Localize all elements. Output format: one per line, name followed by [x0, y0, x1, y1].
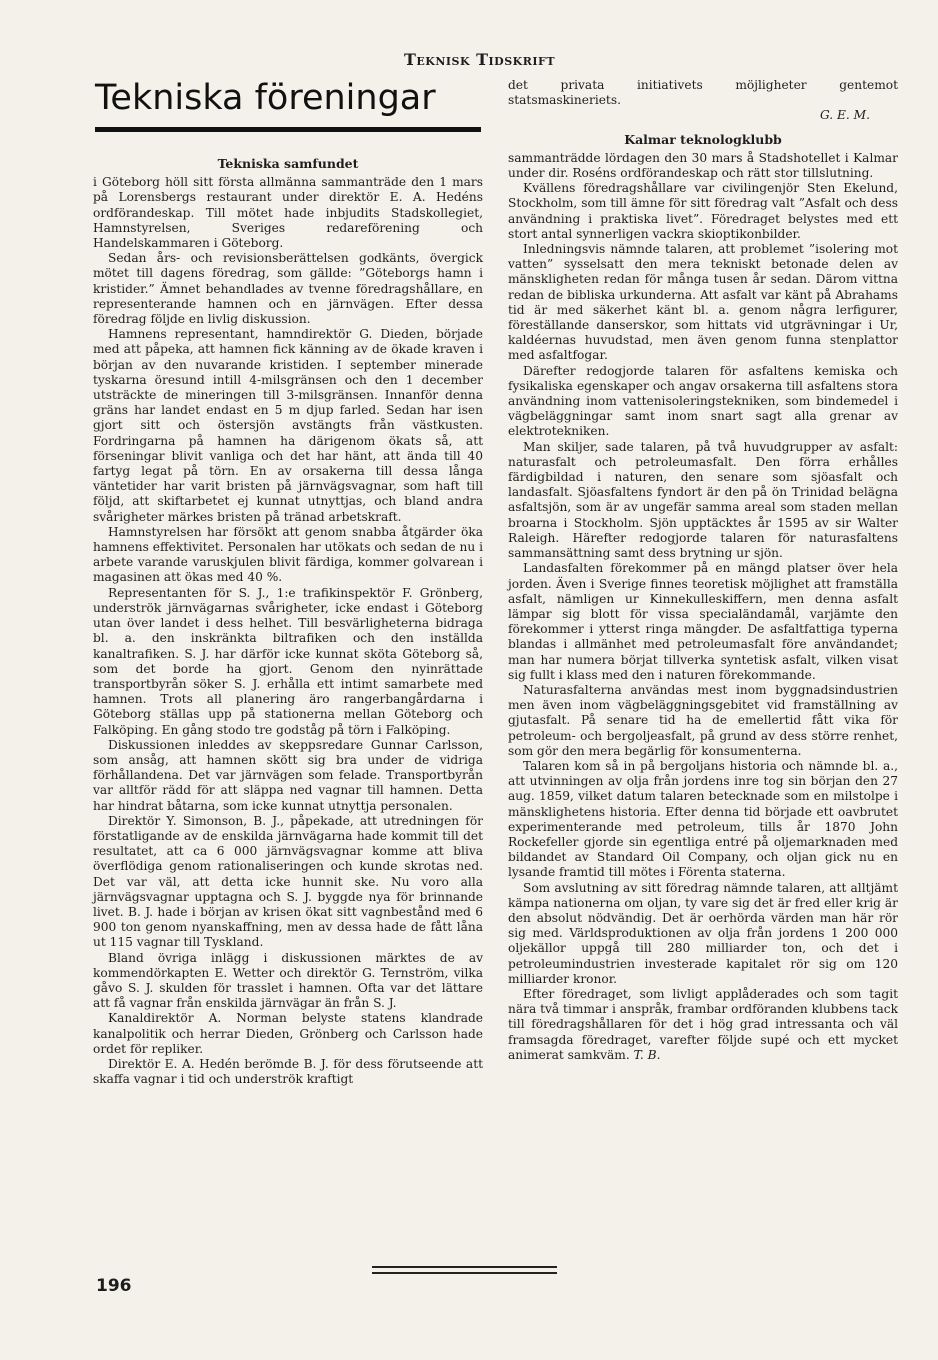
paragraph: Direktör E. A. Hedén berömde B. J. för dess förutseende att skaffa vagnar i tid och underströk kraftigt — [93, 1056, 483, 1087]
paragraph: Hamnens representant, hamndirektör G. Dieden, började med att påpeka, att hamnen fick känning av de ökade kraven i början av den nuvarande kristiden. I september minerade tyskarna öresund intill 4-milsgränsen och den 1 december utsträckte de mineringen till 3-milsgränsen. Innanför denna gräns har landet endast en 5 m djup farled. Sedan har isen gjort sitt och östersjön avstängts från västkusten. Fordringarna på hamnen ha därigenom ökats så, att förseningar blivit vanliga och det har hänt, att ända till 40 fartyg legat på törn. En av orsakerna till dessa långa väntetider har varit bristen på järnvägsvagnar, som haft till följd, att skiftarbetet ej kunnat utnyttjas, och bland andra svårigheter märkes bristen på tränad arbetskraft. — [93, 327, 483, 524]
journal-masthead: Teknisk Tidskrift — [404, 50, 556, 69]
footer-rule — [372, 1272, 557, 1274]
paragraph: Diskussionen inleddes av skeppsredare Gunnar Carlsson, som ansåg, att hamnen skött sig bra under de vidriga förhållandena. Det var järnvägen som felade. Transportbyrån var alltför rädd för att släppa ned vagnar till hamnen. Detta har hindrat båtarna, som icke kunnat utnyttja personalen. — [93, 737, 483, 813]
paragraph: Talaren kom så in på bergoljans historia och nämnde bl. a., att utvinningen av olja från jordens inre tog sin början den 27 aug. 1859, vilket datum talaren betecknade som en milstolpe i mänsklighetens historia. Efter denna tid började ett oavbrutet experimenterande med petroleum, tills år 1870 John Rockefeller gjorde sin egentliga entré på oljemarknaden med bildandet av Standard Oil Company, och oljan gick nu en lysande framtid till mötes i Förenta staterna. — [508, 758, 898, 880]
paragraph: Kvällens föredragshållare var civilingenjör Sten Ekelund, Stockholm, som till ämne för sitt föredrag valt ”Asfalt och dess användning i praktiska livet”. Föredraget belystes med ett stort antal synnerligen vackra skioptikonbilder. — [508, 181, 898, 241]
signature-tb: T. B. — [633, 1047, 661, 1062]
paragraph: Landasfalten förekommer på en mängd platser över hela jorden. Även i Sverige finnes teoretisk möjlighet att framställa asfalt, nämligen ur Kinnekulleskiffern, men denna asfalt lämpar sig blott för vissa specialändamål, varjämte den förekommer i ytterst ringa mängder. De asfaltfattiga typerna blandas i allmänhet med petroleumasfalt före användandet; man har numera börjat tillverka syntetisk asfalt, vilken visat sig fullt i klass med den i naturen förekommande. — [508, 561, 898, 682]
paragraph: Därefter redogjorde talaren för asfaltens kemiska och fysikaliska egenskaper och angav orsakerna till asfaltens stora användning inom vattenisoleringstekniken, som bindemedel i vägbeläggningar samt inom snart sagt alla grenar av elektrotekniken. — [508, 363, 898, 439]
paragraph: Inledningsvis nämnde talaren, att problemet ”isolering mot vatten” sysselsatt den mera tekniskt betonade delen av mänskligheten redan för många tusen år sedan. Därom vittna redan de bibliska urkunderna. Att asfalt var känt på Abrahams tid är med säkerhet känt bl. a. genom några lerfigurer, föreställande danserskor, som hittats vid utgrävningar i Ur, kaldéernas huvudstad, men även genom funna stenplattor med asfaltfogar. — [508, 242, 898, 363]
right-column — [508, 78, 898, 1063]
paragraph: Representanten för S. J., 1:e trafikinspektör F. Grönberg, underströk järnvägarnas svårigheter, icke endast i Göteborg utan över landet i dess helhet. Till besvärligheterna bidraga bl. a. den inskränkta biltrafiken och den inställda kanaltrafiken. S. J. har därför icke kunnat sköta Göteborg så, som det borde ha gjort. Genom den nyinrättade transportbyrån söker S. J. erhålla ett intimt samarbete med hamnen. Trots all planering äro rangerbangårdarna i Göteborg ställas upp på stationerna mellan Göteborg och Falköping. En gång stodo tre godståg på törn i Falköping. — [93, 585, 483, 737]
article-heading-kalmar-teknologklubb: Kalmar teknologklubb — [624, 131, 782, 147]
paragraph: Man skiljer, sade talaren, på två huvudgrupper av asfalt: naturasfalt och petroleumasfalt. Den förra erhålles färdigbildad i naturen, den senare som sjöasfalt och landasfalt. Sjöasfaltens fyndort är den på ön Trinidad belägna asfaltsjön, som är av ungefär samma areal som staden mellan broarna i Stockholm. Sjön upptäcktes år 1595 av sir Walter Raleigh. Härefter redogjorde talaren för naturasfaltens sammansättning samt dess brytning ur sjön. — [508, 439, 898, 561]
article-heading-tekniska-samfundet: Tekniska samfundet — [217, 156, 359, 171]
paragraph: Sedan års- och revisionsberättelsen godkänts, övergick mötet till dagens föredrag, som gällde: ”Göteborgs hamn i kristider.” Ämnet behandlades av tvenne föredragshållare, en representerande hamnen och en järnvägen. Efter dessa föredrag följde en livlig diskussion. — [93, 251, 483, 327]
paragraph: sammanträdde lördagen den 30 mars å Stadshotellet i Kalmar under dir. Roséns ordförandeskap och rätt stor tillslutning. — [508, 150, 898, 181]
paragraph: Naturasfalterna användas mest inom byggnadsindustrien men även inom vägbeläggningsgebitet vid framställning av gjutasfalt. På senare tid ha de emellertid fått vika för petroleum- och bergoljeasfalt, på grund av dess större renhet, som gör den mera begärlig för konsumenterna. — [508, 682, 898, 758]
paragraph: Kanaldirektör A. Norman belyste statens klandrade kanalpolitik och herrar Dieden, Grönberg och Carlsson hade ordet för repliker. — [93, 1011, 483, 1056]
page-number: 196 — [96, 1276, 132, 1296]
paragraph: Direktör Y. Simonson, B. J., påpekade, att utredningen för förstatligande av de enskilda järnvägarna hade kommit till det resultatet, att ca 6 000 järnvägsvagnar komme att bliva överflödiga genom rationaliseringen och kunde skrotas ned. Det var väl, att detta icke hunnit ske. Nu voro alla järnvägsvagnar upptagna och S. J. byggde nya för brinnande livet. B. J. hade i början av krisen ökat sitt vagnbestånd med 6 900 ton genom nyanskaffning, men av dessa hade de fått låna ut 115 vagnar till Tyskland. — [93, 813, 483, 950]
footer-rule — [372, 1266, 557, 1268]
signature-gem: G. E. M. — [819, 108, 870, 123]
closing-paragraph-text: Efter föredraget, som livligt applåderades och som tagit nära två timmar i anspråk, frambar ordföranden klubbens tack till föredragshållaren för det i hög grad intressanta och väl framsagda föredraget, varefter följde supé och ett mycket animerat samkväm. — [508, 986, 898, 1062]
paragraph — [508, 987, 898, 1063]
left-column — [93, 153, 483, 1087]
continuation-signature-line — [508, 108, 898, 123]
paragraph: Hamnstyrelsen har försökt att genom snabba åtgärder öka hamnens effektivitet. Personalen har utökats och sedan de nu i arbete varande varuskjulen blivit färdiga, kommer golvarean i magasinen att ökas med 40 %. — [93, 524, 483, 585]
continuation-text: det privata initiativets möjligheter gentemot statsmaskineriets. — [508, 78, 898, 108]
paragraph: Som avslutning av sitt föredrag nämnde talaren, att alltjämt kämpa nationerna om oljan, ty vare sig det är fred eller krig är den absolut nödvändig. Det är oerhörda värden man här rör sig med. Världsproduktionen av olja från jordens 1 200 000 oljekällor uppgå till 280 milliarder ton, och det i petroleumindustrien investerade kapitalet rör sig om 120 milliarder kronor. — [508, 880, 898, 986]
section-title: Tekniska föreningar — [95, 78, 436, 118]
title-rule — [95, 127, 481, 132]
paragraph: Bland övriga inlägg i diskussionen märktes de av kommendörkapten E. Wetter och direktör G. Ternström, vilka gåvo S. J. skulden för trasslet i hamnen. Ofta var det lättare att få vagnar från enskilda järnvägar än från S. J. — [93, 950, 483, 1011]
paragraph: i Göteborg höll sitt första allmänna sammanträde den 1 mars på Lorensbergs restaurant under direktör E. A. Hedéns ordförandeskap. Till mötet hade inbjudits Stadskollegiet, Hamnstyrelsen, Sveriges redareförening och Handelskammaren i Göteborg. — [93, 175, 483, 251]
